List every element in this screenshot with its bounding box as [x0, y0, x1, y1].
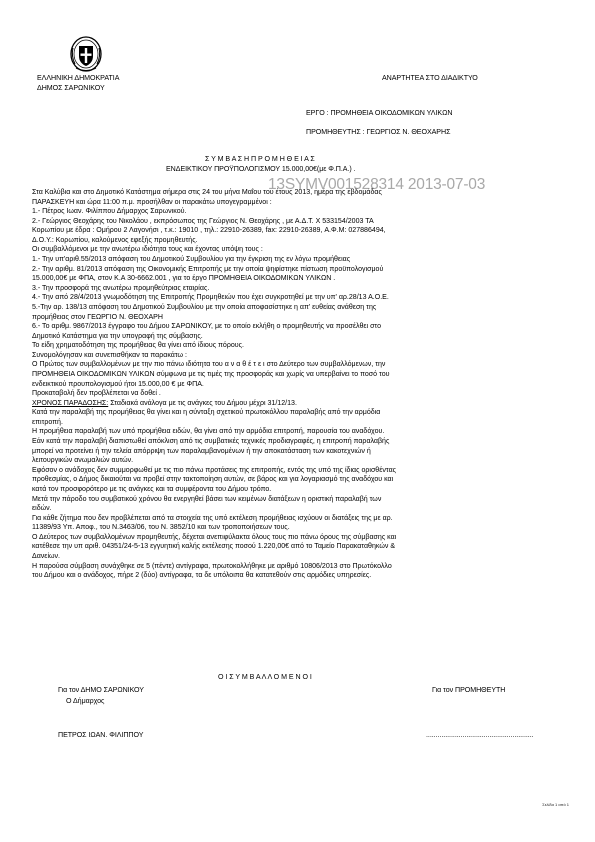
body-line: 3.- Την προσφορά της ανωτέρω προμηθεύτριας εταιρίας. [32, 284, 210, 292]
body-line: Μετά την πάροδο του συμβατικού χρόνου θα ενεργηθεί βάσει των κειμένων διατάξεων η οριστική παραλαβή των [32, 495, 382, 503]
body-line: 1.- Την υπ'αριθ.55/2013 απόφαση του Δημοτικού Συμβουλίου για την έγκριση της εν λόγω προμήθειας [32, 256, 351, 264]
body-line: κατά τον προσφορότερο με τις ανάγκες και τα συμφέροντα του Δήμου τρόπο. [32, 485, 272, 493]
supplier-line: ΠΡΟΜΗΘΕΥΤΗΣ : ΓΕΩΡΓΙΟΣ Ν. ΘΕΟΧΑΡΗΣ [306, 128, 451, 136]
page-number: Σελίδα 1 από 1 [542, 802, 569, 807]
body-line: Κατά την παραλαβή της προμήθειας θα γίνει και η σύνταξη σχετικού πρωτοκόλλου παραλαβής από την αρμόδια [32, 409, 381, 417]
body-line: 11389/93 Υπ. Αποφ., του Ν.3463/06, του Ν. 3852/10 και των τροποποιήσεων τους. [32, 524, 290, 532]
posting-note: ΑΝΑΡΤΗΤΕΑ ΣΤΟ ΔΙΑΔΙΚΤΥΟ [382, 74, 478, 82]
body-line: Ο Δεύτερος των συμβαλλομένων προμηθευτής, δέχεται ανεπιφύλακτα όλους τους πιο πάνω όρους της σύμβασης και [32, 533, 397, 541]
body-line: μπορεί να προτείνει ή την τελεία απόρριψη των παραλαμβανομένων ή την αποκατάσταση των κακοτεχνιών ή [32, 447, 371, 455]
municipality-name: ΔΗΜΟΣ ΣΑΡΩΝΙΚΟΥ [37, 83, 105, 92]
body-line: 15.000,00€ με ΦΠΑ, στον Κ.Α 30-6662.001 , για το έργο ΠΡΟΜΗΘΕΙΑ ΟΙΚΟΔΟΜΙΚΩΝ ΥΛΙΚΩΝ . [32, 275, 336, 283]
body-line: ενδεικτικού προυπολογισμού ήτοι 15.000,00 € με ΦΠΑ. [32, 380, 204, 388]
body-line: προθεσμίας, ο Δήμος δικαιούται να προβεί στην τακτοποίηση αυτών, σε βάρος και για λογαριασμό της αναδόχου και [32, 476, 394, 484]
body-line: Προκαταβολή δεν προβλέπεται να δοθεί . [32, 390, 161, 398]
body-line: 1.- Πέτρος Ιωαν. Φιλίππου Δήμαρχος Σαρωνικού. [32, 208, 187, 216]
project-line: ΕΡΓΟ : ΠΡΟΜΗΘΕΙΑ ΟΙΚΟΔΟΜΙΚΩΝ ΥΛΙΚΩΝ [306, 109, 453, 117]
body-line: ΧΡΟΝΟΣ ΠΑΡΑΔΟΣΗΣ: Σταδιακά ανάλογα με τις ανάγκες του Δήμου μέχρι 31/12/13. [32, 399, 297, 407]
country-name: ΕΛΛΗΝΙΚΗ ΔΗΜΟΚΡΑΤΙΑ [37, 74, 120, 82]
body-line: Δ.Ο.Υ.: Κορωπίου, καλούμενος εφεξής προμηθευτής. [32, 236, 198, 244]
body-line: 4.- Την από 28/4/2013 γνωμοδότηση της Επιτροπής Προμηθειών που έχει συγκροτηθεί με την υπ' αρ.28/13 Α.Ο.Ε. [32, 294, 389, 302]
body-line: Η παρούσα σύμβαση συνάχθηκε σε 5 (πέντε) αντίγραφα, πρωτοκολλήθηκε με αριθμό 10806/2013 στο Πρωτόκολλο [32, 562, 392, 570]
body-line: Συνομολόγησαν και συνεπισθήκαν τα παρακάτω : [32, 351, 187, 359]
body-line: ΠΡΟΜΗΘΕΙΑ ΟΙΚΟΔΟΜΙΚΩΝ ΥΛΙΚΩΝ σύμφωνα με τις τιμές της προσφοράς και χωρίς να υπερβαίνει το ποσό του [32, 370, 390, 378]
body-line: Δανείων. [32, 552, 60, 560]
contract-body [32, 188, 564, 581]
registration-stamp: 13SYMV001528314 2013-07-03 [268, 176, 486, 193]
body-line: επιτροπή. [32, 418, 63, 426]
body-line: Εάν κατά την παραλαβή διαπιστωθεί απόκλιση από τις συμβατικές τεχνικές προδιαγραφές, η επιτροπή παραλαβής [32, 438, 390, 446]
body-line: 5.-Την αρ. 138/13 απόφαση του Δημοτικού Συμβουλίου με την οποία αποφασίστηκε η απ' ευθείας ανάθεση της [32, 303, 377, 311]
body-line: ΠΑΡΑΣΚΕΥΗ και ώρα 11:00 π.μ. προσήλθαν οι παρακάτω υπογεγραμμένοι : [32, 198, 272, 206]
body-line: του Δήμου και ο ανάδοχος, πήρε 2 (δύο) αντίγραφα, τα δε υπόλοιπα θα κατατεθούν στις αρμόδιες υπηρεσίες. [32, 572, 372, 580]
mayor-role: Ο Δήμαρχος [66, 697, 105, 705]
delivery-time-label: ΧΡΟΝΟΣ ΠΑΡΑΔΟΣΗΣ: [32, 399, 109, 407]
supplier-signatory-label: Για τον ΠΡΟΜΗΘΕΥΤΗ [432, 686, 506, 694]
body-line: 2.- Γεώργιος Θεοχάρης του Νικολάου , εκπρόσωπος της Γεώργιος Ν. Θεοχάρης , με Α.Δ.Τ. Χ 533154/2003 ΤΑ [32, 217, 374, 225]
body-line: Εφόσον ο ανάδοχος δεν συμμορφωθεί με τις πιο πάνω προτάσεις της επιτροπής, εντός της υπό της ίδιας ορισθέντας [32, 466, 397, 474]
body-line: κατέθεσε την υπ αριθ. 04351/24-5-13 εγγυητική καλής εκτέλεσης ποσού 1.220,00€ από το Ταμείο Παρακαταθηκών & [32, 543, 396, 551]
body-line: 2.- Την αριθμ. 81/2013 απόφαση της Οικονομικής Επιτροπής με την οποία ψηφίστηκε πίστωση προϋπολογισμού [32, 265, 384, 273]
body-line: Για κάθε ζήτημα που δεν προβλέπεται από τα στοιχεία της υπό εκτέλεση προμήθειας ισχύουν οι διατάξεις της με αρ. [32, 514, 393, 522]
contract-title: Σ Υ Μ Β Α Σ Η Π Ρ Ο Μ Η Θ Ε Ι Α Σ [205, 155, 315, 163]
mayor-name: ΠΕΤΡΟΣ ΙΩΑΝ. ΦΙΛΙΠΠΟΥ [58, 731, 144, 739]
body-line: Το είδη χρηματοδότηση της προμήθειας θα γίνει από ίδιους πόρους. [32, 342, 244, 350]
body-line: Η προμήθεια παραλαβή των υπό προμήθεια ειδών, θα γίνει από την αρμόδια επιτροπή, παρουσία του αναδόχου. [32, 428, 385, 436]
body-line: 6.- Το αριθμ. 9867/2013 έγγραφο του Δήμου ΣΑΡΩΝΙΚΟΥ, με το οποίο εκλήθη ο προμηθευτής να προσέλθει στο [32, 323, 382, 331]
contract-budget: ΕΝΔΕΙΚΤΙΚΟΥ ΠΡΟΫΠΟΛΟΓΙΣΜΟΥ 15.000,00€(με Φ.Π.Α.) . [166, 165, 356, 173]
body-line: Κορωπίου με έδρα : Ομήρου 2 Λαγονήσι , τ.κ.: 19010 , τηλ.: 22910-26389, fax: 22910-26389, Α.Φ.Μ: 027886494, [32, 227, 386, 235]
municipality-signatory-label: Για τον ΔΗΜΟ ΣΑΡΩΝΙΚΟΥ [58, 686, 144, 694]
supplier-signature-line: ........................................................ [426, 731, 534, 739]
body-line: προμήθειας στον ΓΕΩΡΓΙΟ Ν. ΘΕΟΧΑΡΗ [32, 313, 163, 321]
signatories-heading: Ο Ι Σ Υ Μ Β Α Λ Λ Ο Μ Ε Ν Ο Ι [218, 673, 312, 681]
body-line: Στα Καλύβια και στο Δημοτικό Κατάστημα σήμερα στις 24 του μήνα Μαΐου του έτους 2013, ημέρα της εβδομάδας [32, 189, 382, 196]
body-line: λειτουργικών ανωμαλιών αυτών. [32, 457, 134, 465]
body-line: ειδών. [32, 505, 52, 513]
greek-emblem-icon [68, 34, 104, 74]
body-line: Δημοτικό Κατάστημα για την υπογραφή της σύμβασης. [32, 332, 203, 340]
body-line: Ο Πρώτος των συμβαλλομένων με την πιο πάνω ιδιότητα του α ν α θ έ τ ε ι στο Δεύτερο των συμβαλλόμενων, την [32, 361, 386, 369]
body-line: Οι συμβαλλόμενοι με την ανωτέρω ιδιότητα τους και έχοντας υπόψη τους : [32, 246, 263, 254]
